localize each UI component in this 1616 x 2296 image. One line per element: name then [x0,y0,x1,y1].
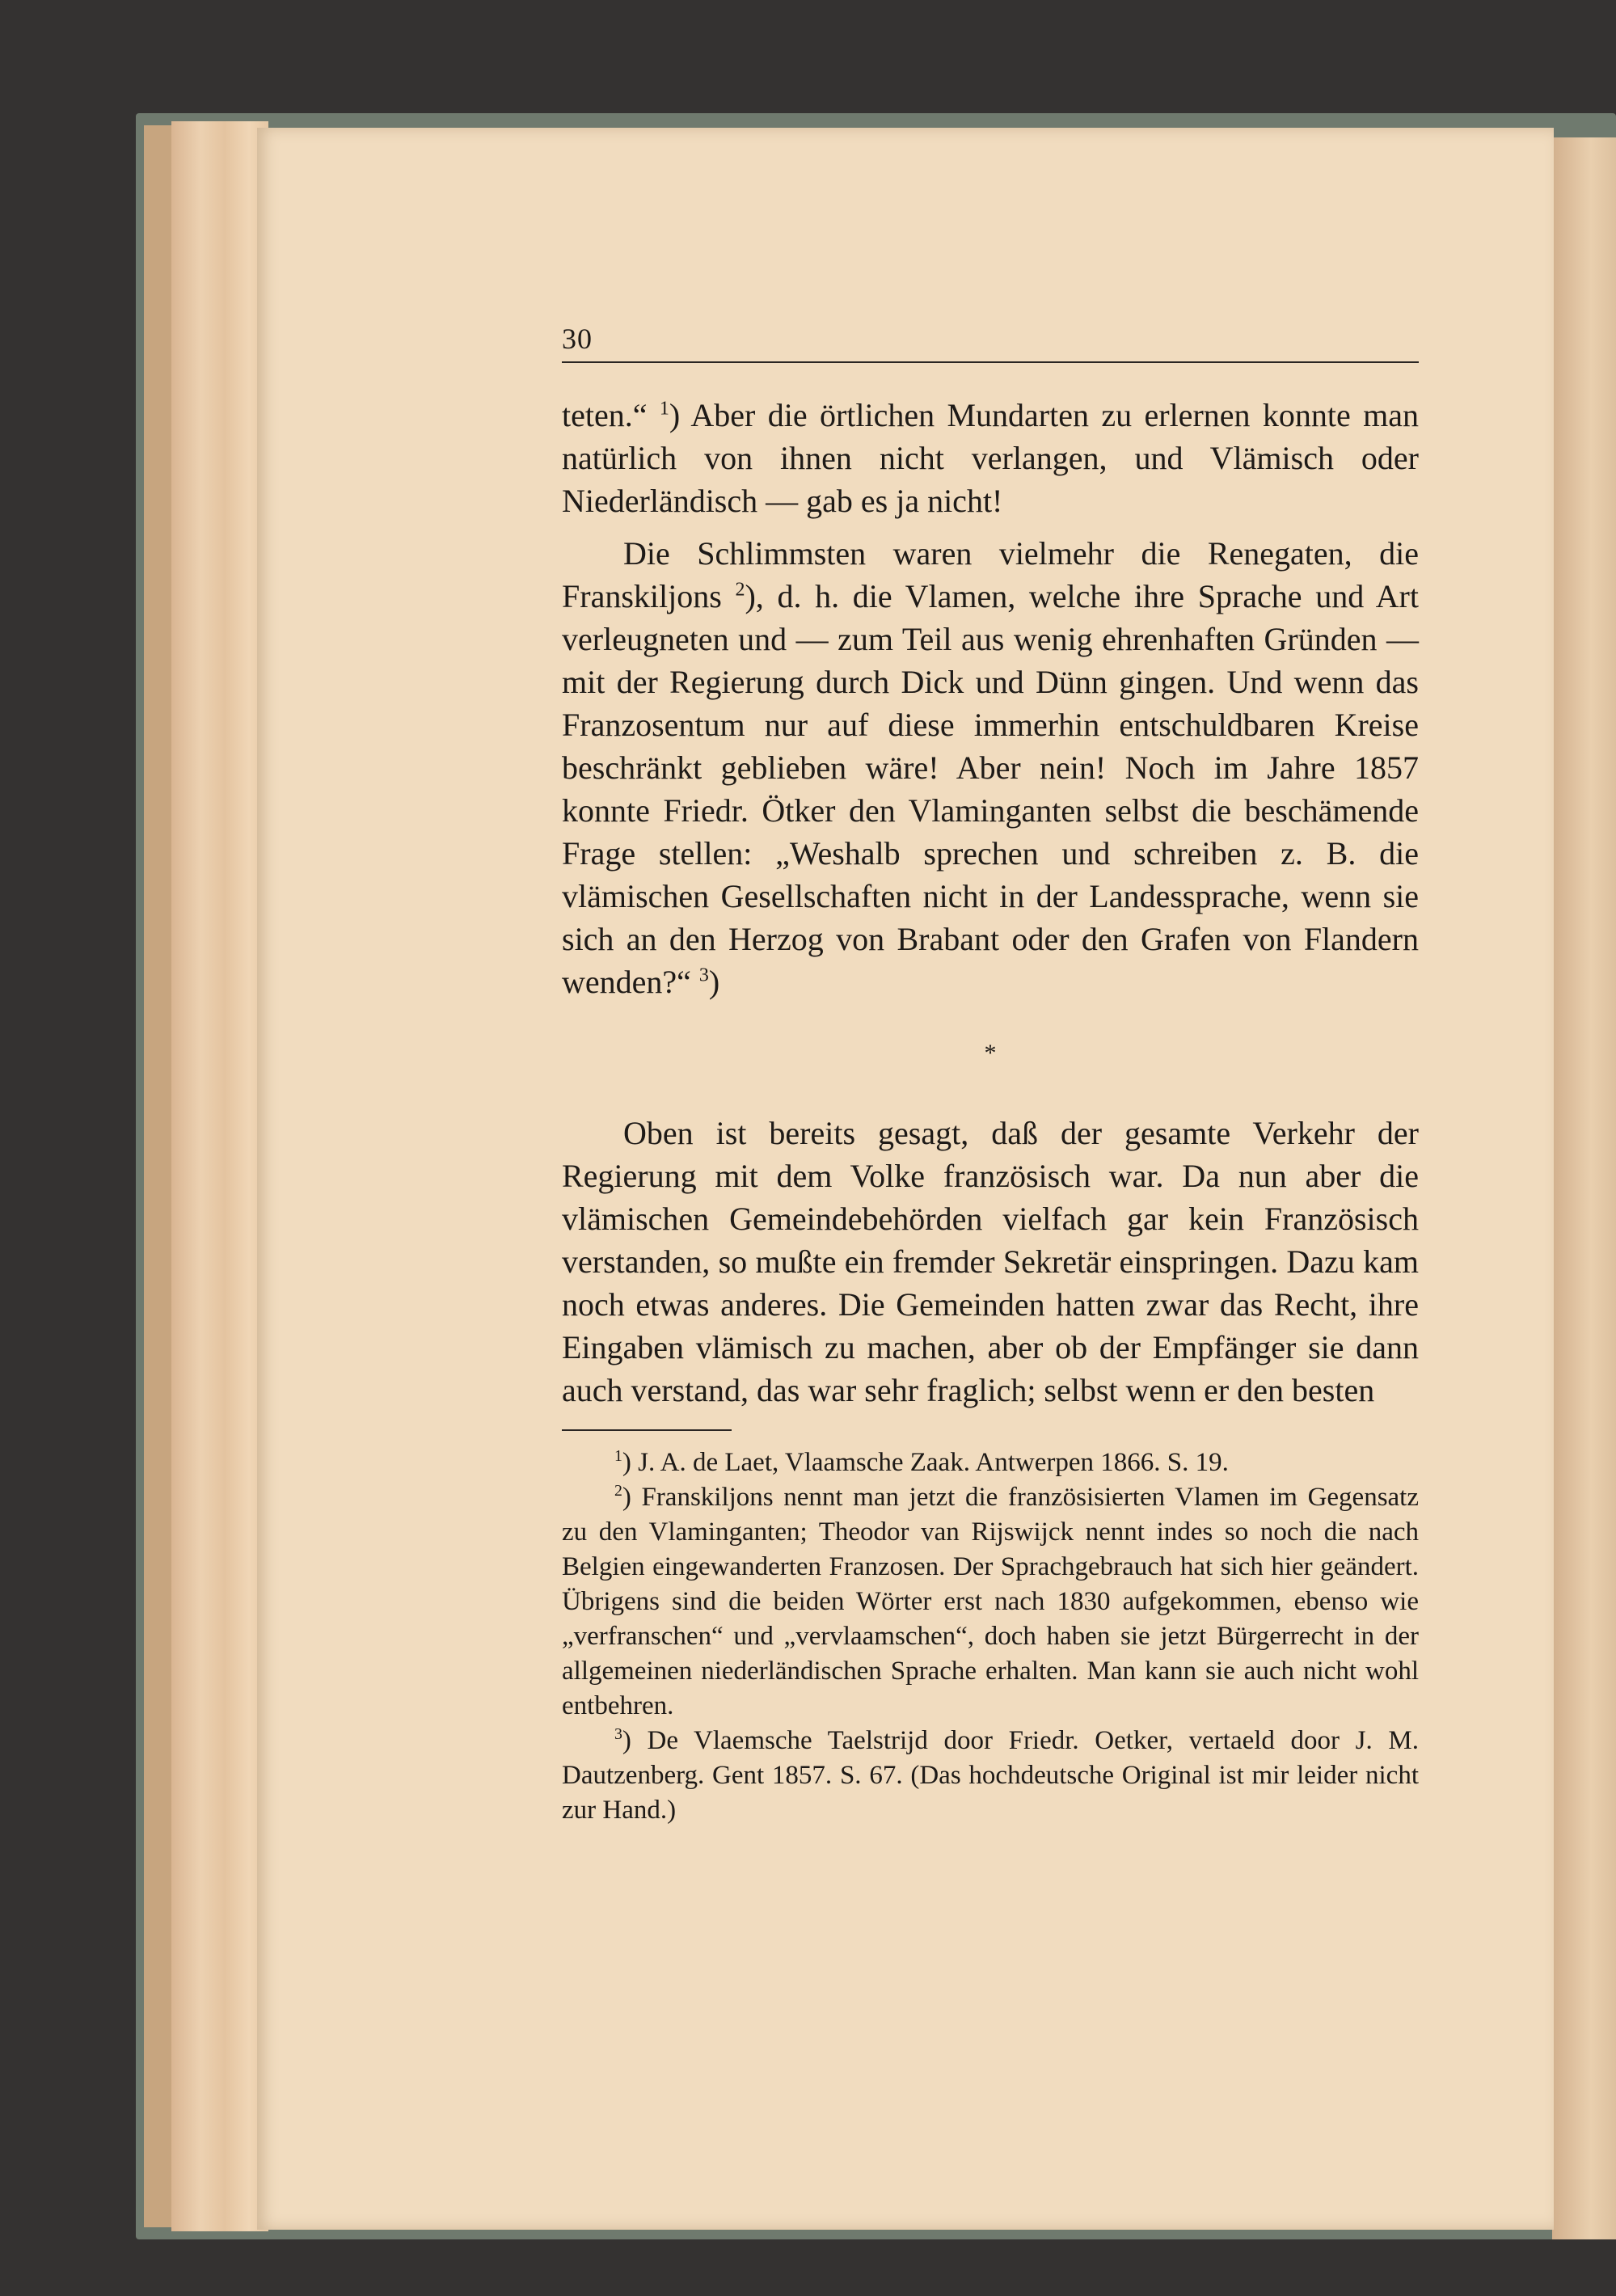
footnote-3-marker: 3 [614,1725,622,1743]
paragraph-1-start: teten.“ [562,397,660,433]
body-text [562,394,1419,1412]
next-page-edge [1552,137,1616,2239]
footnote-ref-2[interactable]: 2 [735,579,745,601]
page-number: 30 [562,323,593,355]
page-content [562,319,1419,1828]
paragraph-1 [562,394,1419,522]
paragraph-2-start: Die Schlimmsten waren vielmehr die Renegaten, die Franskiljons [562,535,1419,614]
footnote-ref-3[interactable]: 3 [698,964,709,986]
footnote-2-text: ) Franskiljons nennt man jetzt die französisierten Vlamen im Gegensatz zu den Vlaminganten; Theodor van Rijswijck nennt indes so noch die nach Belgien eingewanderten Franzosen. Der Sprachgebrauch hat sich hier geändert. Übrigens sind die beiden Wörter erst nach 1830 aufgekommen, ebenso wie „verfranschen“ und „vervlaamschen“, doch haben sie jetzt Bürgerrecht in der allgemeinen niederländischen Sprache erhalten. Man kann sie auch nicht wohl entbehren. [562,1483,1419,1720]
paragraph-2-end: ) [708,964,720,1000]
paragraph-3: Oben ist bereits gesagt, daß der gesamte Verkehr der Regierung mit dem Volke französisch war. Da nun aber die vlämischen Gemeindebehörden vielfach gar kein Französisch verstanden, so mußte ein fremder Sekretär einspringen. Dazu kam noch etwas anderes. Die Gemeinden hatten zwar das Recht, ihre Eingaben vlämisch zu machen, aber ob der Empfänger sie dann auch verstand, das war sehr fraglich; selbst wenn er den besten [562,1115,1419,1408]
paragraph-2 [562,532,1419,1003]
page-header [562,319,1419,363]
footnote-3-text: ) De Vlaemsche Taelstrijd door Friedr. Oetker, vertaeld door J. M. Dautzenberg. Gent 1857. S. 67. (Das hochdeutsche Original ist mir leider nicht zur Hand.) [562,1726,1419,1825]
paragraph-2-mid: ), d. h. die Vlamen, welche ihre Sprache und Art verleugneten und — zum Teil aus wenig ehrenhaften Gründen — mit der Regierung durch Dick und Dünn gingen. Und wenn das Franzosentum nur auf diese immerhin entschuldbaren Kreise beschränkt geblieben wäre! Aber nein! Noch im Jahre 1857 konnte Friedr. Ötker den Vlaminganten selbst die beschämende Frage stellen: „Weshalb sprechen und schreiben z. B. die vlämischen Gesellschaften nicht in der Landessprache, wenn sie sich an den Herzog von Brabant oder den Grafen von Flandern wenden?“ [562,578,1419,1000]
footnote-1-text: ) J. A. de Laet, Vlaamsche Zaak. Antwerpen 1866. S. 19. [622,1448,1229,1477]
footnote-1 [562,1446,1419,1480]
page-stack [171,121,268,2231]
footnotes [562,1446,1419,1828]
footnote-ref-1[interactable]: 1 [659,398,669,420]
paragraph-1-rest: ) Aber die örtlichen Mundarten zu erlernen konnte man natürlich von ihnen nicht verlangen, und Vlämisch oder Niederländisch — gab es ja nicht! [562,397,1419,519]
footnote-1-marker: 1 [614,1447,622,1465]
footnote-3 [562,1724,1419,1828]
section-separator: * [984,1040,997,1066]
footnote-2-marker: 2 [614,1482,622,1500]
footnote-2 [562,1480,1419,1724]
footnote-divider [562,1429,732,1431]
